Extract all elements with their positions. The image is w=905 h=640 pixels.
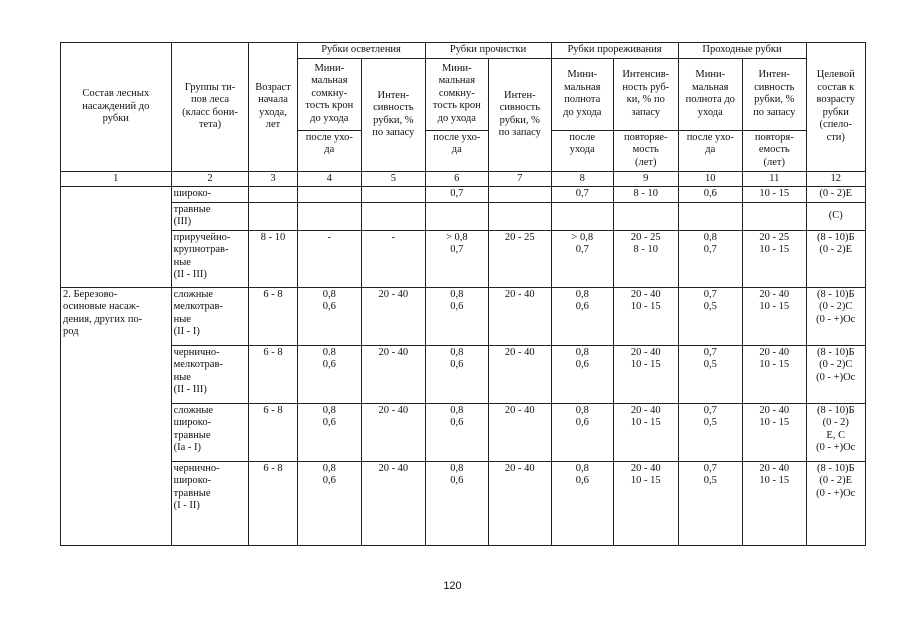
thinning-fullness-cell: 0,8 0,6 — [551, 461, 613, 545]
header-repeat-2: повторя- емость (лет) — [743, 130, 806, 171]
thinning-intensity-cell: 8 - 10 — [614, 187, 679, 203]
clearing-intensity-cell — [362, 202, 426, 230]
target-composition-cell: (8 - 10)Б (0 - 2)Е (0 - +)Ос — [806, 461, 865, 545]
passage-fullness-cell: 0,7 0,5 — [678, 461, 743, 545]
composition-cell: 2. Березово- осиновые насаж- дения, других по- род — [61, 287, 172, 545]
header-cleaning: Рубки прочистки — [425, 43, 551, 59]
passage-intensity-cell: 20 - 40 10 - 15 — [743, 403, 806, 461]
passage-fullness-cell: 0,7 0,5 — [678, 287, 743, 345]
column-number: 4 — [297, 171, 362, 187]
column-number: 9 — [614, 171, 679, 187]
cleaning-intensity-cell: 20 - 40 — [489, 345, 551, 403]
group-cell: сложные мелкотрав- ные (II - I) — [171, 287, 249, 345]
header-intensity-stock-2: Интен- сивность рубки, % по запасу — [489, 58, 551, 171]
thinning-intensity-cell: 20 - 40 10 - 15 — [614, 287, 679, 345]
header-composition: Состав лесных насаждений до рубки — [61, 43, 172, 172]
thinning-intensity-cell — [614, 202, 679, 230]
column-number: 2 — [171, 171, 249, 187]
header-start-age: Возраст начала ухода, лет — [249, 43, 297, 172]
column-number: 8 — [551, 171, 613, 187]
cleaning-intensity-cell — [489, 187, 551, 203]
passage-intensity-cell: 20 - 40 10 - 15 — [743, 287, 806, 345]
header-after-care-3: после ухода — [551, 130, 613, 171]
column-number: 12 — [806, 171, 865, 187]
table-row — [61, 345, 866, 403]
group-cell: травные (III) — [171, 202, 249, 230]
clearing-intensity-cell: 20 - 40 — [362, 345, 426, 403]
clearing-intensity-cell: 20 - 40 — [362, 461, 426, 545]
header-thinning: Рубки прореживания — [551, 43, 678, 59]
cleaning-intensity-cell: 20 - 40 — [489, 287, 551, 345]
passage-fullness-cell: 0,8 0,7 — [678, 230, 743, 287]
thinning-fullness-cell: > 0,8 0,7 — [551, 230, 613, 287]
cleaning-intensity-cell — [489, 202, 551, 230]
header-passage: Проходные рубки — [678, 43, 806, 59]
cleaning-density-cell: 0,8 0,6 — [425, 461, 488, 545]
clearing-intensity-cell: 20 - 40 — [362, 403, 426, 461]
thinning-fullness-cell: 0,8 0,6 — [551, 345, 613, 403]
clearing-intensity-cell: - — [362, 230, 426, 287]
target-composition-cell: (8 - 10)Б (0 - 2)С (0 - +)Ос — [806, 287, 865, 345]
clearing-density-cell — [297, 202, 362, 230]
clearing-density-cell: 0,8 0,6 — [297, 461, 362, 545]
clearing-density-cell: 0,8 0,6 — [297, 287, 362, 345]
passage-intensity-cell: 20 - 25 10 - 15 — [743, 230, 806, 287]
header-forest-groups: Группы ти- пов леса (класс бони- тета) — [171, 43, 249, 172]
group-cell: сложные широко- травные (Ia - I) — [171, 403, 249, 461]
age-cell — [249, 187, 297, 203]
table-row — [61, 230, 866, 287]
header-after-care-4: после ухо- да — [678, 130, 743, 171]
column-number: 7 — [489, 171, 551, 187]
thinning-fullness-cell: 0,7 — [551, 187, 613, 203]
target-composition-cell: (8 - 10)Б (0 - 2) Е, С (0 - +)Ос — [806, 403, 865, 461]
cleaning-density-cell: 0,8 0,6 — [425, 287, 488, 345]
composition-cell-empty — [61, 187, 172, 288]
header-min-crown-density: Мини- мальная сомкну- тость крон до ухода — [297, 58, 362, 130]
group-cell: приручейно- крупнотрав- ные (II - III) — [171, 230, 249, 287]
target-composition-cell: (С) — [806, 202, 865, 230]
thinning-intensity-cell: 20 - 40 10 - 15 — [614, 403, 679, 461]
passage-intensity-cell: 20 - 40 10 - 15 — [743, 461, 806, 545]
table-row — [61, 461, 866, 545]
passage-intensity-cell: 10 - 15 — [743, 187, 806, 203]
header-intensity-stock: Интен- сивность рубки, % по запасу — [362, 58, 426, 171]
page-number: 120 — [443, 580, 462, 592]
column-number: 6 — [425, 171, 488, 187]
header-min-fullness: Мини- мальная полнота до ухода — [551, 58, 613, 130]
passage-fullness-cell: 0,7 0,5 — [678, 345, 743, 403]
header-min-crown-density-2: Мини- мальная сомкну- тость крон до ухода — [425, 58, 488, 130]
clearing-density-cell — [297, 187, 362, 203]
cleaning-density-cell: 0,7 — [425, 187, 488, 203]
header-intensity-passage: Интен- сивность рубки, % по запасу — [743, 58, 806, 130]
forest-care-table — [60, 42, 866, 546]
clearing-density-cell: 0,8 0,6 — [297, 403, 362, 461]
cleaning-intensity-cell: 20 - 40 — [489, 403, 551, 461]
column-number: 1 — [61, 171, 172, 187]
thinning-intensity-cell: 20 - 40 10 - 15 — [614, 461, 679, 545]
thinning-fullness-cell: 0,8 0,6 — [551, 403, 613, 461]
thinning-fullness-cell: 0,8 0,6 — [551, 287, 613, 345]
column-number: 5 — [362, 171, 426, 187]
cleaning-density-cell: 0,8 0,6 — [425, 345, 488, 403]
age-cell: 6 - 8 — [249, 345, 297, 403]
cleaning-intensity-cell: 20 - 25 — [489, 230, 551, 287]
passage-intensity-cell: 20 - 40 10 - 15 — [743, 345, 806, 403]
cleaning-density-cell: 0,8 0,6 — [425, 403, 488, 461]
passage-fullness-cell: 0,7 0,5 — [678, 403, 743, 461]
cleaning-intensity-cell: 20 - 40 — [489, 461, 551, 545]
passage-intensity-cell — [743, 202, 806, 230]
header-repeat-1: повторяе- мость (лет) — [614, 130, 679, 171]
table-row — [61, 202, 866, 230]
age-cell: 6 - 8 — [249, 461, 297, 545]
age-cell: 8 - 10 — [249, 230, 297, 287]
header-after-care-1: после ухо- да — [297, 130, 362, 171]
group-cell: чернично- широко- травные (I - II) — [171, 461, 249, 545]
clearing-intensity-cell: 20 - 40 — [362, 287, 426, 345]
thinning-intensity-cell: 20 - 25 8 - 10 — [614, 230, 679, 287]
clearing-density-cell: - — [297, 230, 362, 287]
target-composition-cell: (8 - 10)Б (0 - 2)Е — [806, 230, 865, 287]
target-composition-cell: (8 - 10)Б (0 - 2)С (0 - +)Ос — [806, 345, 865, 403]
column-number-row — [61, 171, 866, 187]
header-clearing: Рубки осветления — [297, 43, 425, 59]
table-row — [61, 403, 866, 461]
group-cell: чернично- мелкотрав- ные (II - III) — [171, 345, 249, 403]
header-target: Целевой состав к возрасту рубки (спело- сти) — [806, 43, 865, 172]
cleaning-density-cell — [425, 202, 488, 230]
age-cell: 6 - 8 — [249, 403, 297, 461]
target-composition-cell: (0 - 2)Е — [806, 187, 865, 203]
table-row — [61, 287, 866, 345]
thinning-intensity-cell: 20 - 40 10 - 15 — [614, 345, 679, 403]
age-cell — [249, 202, 297, 230]
header-after-care-2: после ухо- да — [425, 130, 488, 171]
header-min-fullness-2: Мини- мальная полнота до ухода — [678, 58, 743, 130]
column-number: 3 — [249, 171, 297, 187]
clearing-intensity-cell — [362, 187, 426, 203]
age-cell: 6 - 8 — [249, 287, 297, 345]
group-cell: широко- — [171, 187, 249, 203]
table-row — [61, 187, 866, 203]
cleaning-density-cell: > 0,8 0,7 — [425, 230, 488, 287]
passage-fullness-cell: 0,6 — [678, 187, 743, 203]
clearing-density-cell: 0.8 0,6 — [297, 345, 362, 403]
column-number: 10 — [678, 171, 743, 187]
header-intensity-thinning: Интенсив- ность руб- ки, % по запасу — [614, 58, 679, 130]
thinning-fullness-cell — [551, 202, 613, 230]
column-number: 11 — [743, 171, 806, 187]
passage-fullness-cell — [678, 202, 743, 230]
